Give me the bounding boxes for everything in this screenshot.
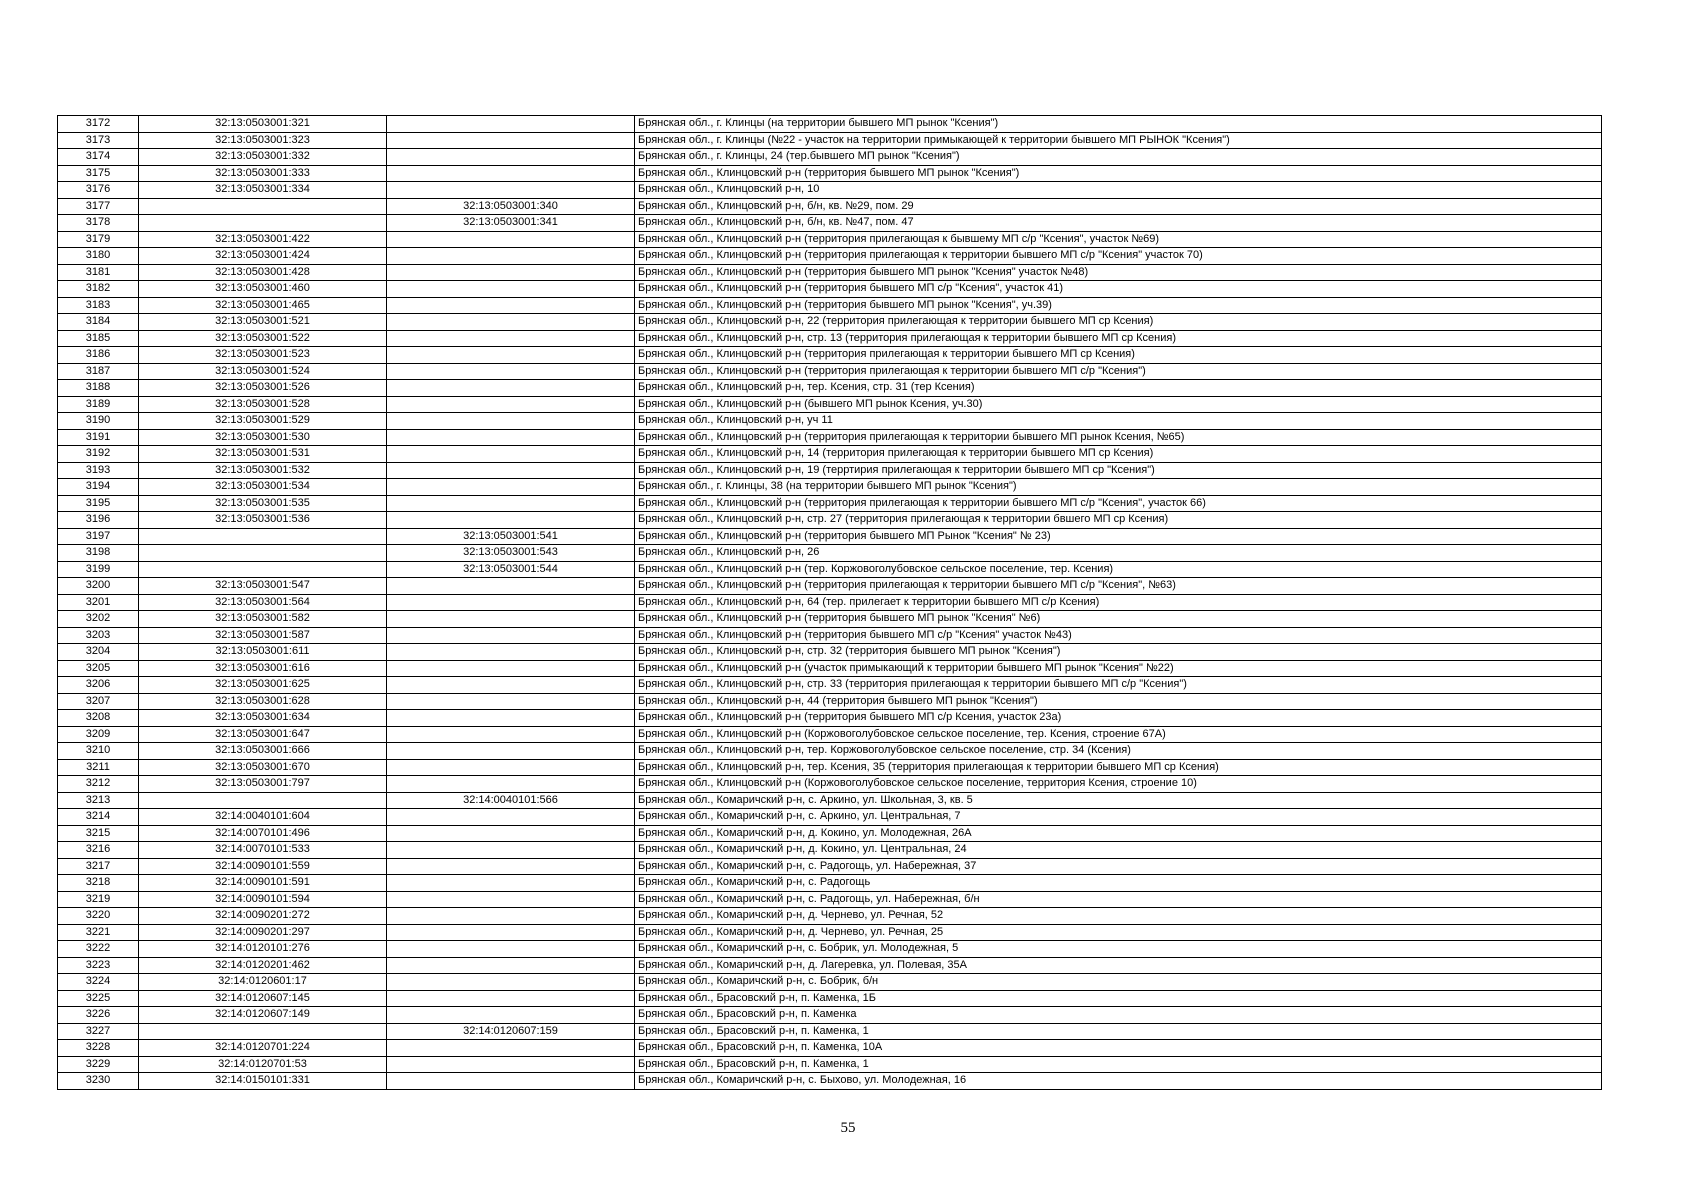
address-cell: Брянская обл., г. Клинцы (на территории бывшего МП рынок "Ксения") [635, 116, 1602, 133]
address-cell: Брянская обл., Брасовский р-н, п. Каменка [635, 1007, 1602, 1024]
address-cell: Брянская обл., Комаричский р-н, д. Чернево, ул. Речная, 52 [635, 908, 1602, 925]
row-number-cell: 3200 [58, 578, 139, 595]
row-number-cell: 3185 [58, 330, 139, 347]
table-row [58, 759, 1602, 776]
address-cell: Брянская обл., Комаричский р-н, д. Кокино, ул. Центральная, 24 [635, 842, 1602, 859]
cadastral-number-cell: 32:13:0503001:582 [139, 611, 387, 628]
cadastral-number-alt-cell: 32:13:0503001:541 [387, 528, 635, 545]
cadastral-number-cell [139, 1023, 387, 1040]
cadastral-number-cell: 32:13:0503001:521 [139, 314, 387, 331]
address-cell: Брянская обл., Клинцовский р-н (территория прилегающая к территории бывшего МП с/р "Ксения" участок 70) [635, 248, 1602, 265]
cadastral-number-alt-cell [387, 396, 635, 413]
cadastral-number-cell: 32:14:0070101:496 [139, 825, 387, 842]
cadastral-number-alt-cell [387, 891, 635, 908]
cadastral-number-alt-cell [387, 512, 635, 529]
row-number-cell: 3207 [58, 693, 139, 710]
address-cell: Брянская обл., Клинцовский р-н (территория прилегающая к территории бывшего МП с/р "Ксения") [635, 363, 1602, 380]
table-row [58, 330, 1602, 347]
table-body [58, 116, 1602, 1090]
cadastral-number-alt-cell [387, 248, 635, 265]
table-row [58, 380, 1602, 397]
address-cell: Брянская обл., Клинцовский р-н, 64 (тер. прилегает к территории бывшего МП с/р Ксения) [635, 594, 1602, 611]
table-row [58, 495, 1602, 512]
cadastral-number-alt-cell [387, 297, 635, 314]
table-row [58, 941, 1602, 958]
cadastral-number-alt-cell [387, 908, 635, 925]
address-cell: Брянская обл., Клинцовский р-н, 19 (терртирия прилегающая к территории бывшего МП ср "Ксения") [635, 462, 1602, 479]
cadastral-number-cell: 32:13:0503001:670 [139, 759, 387, 776]
table-row [58, 644, 1602, 661]
row-number-cell: 3229 [58, 1056, 139, 1073]
cadastral-number-alt-cell [387, 627, 635, 644]
table-row [58, 429, 1602, 446]
cadastral-number-cell: 32:14:0120201:462 [139, 957, 387, 974]
address-cell: Брянская обл., Клинцовский р-н (территория бывшего МП с/р Ксения, участок 23а) [635, 710, 1602, 727]
cadastral-number-alt-cell [387, 611, 635, 628]
cadastral-number-cell [139, 528, 387, 545]
address-cell: Брянская обл., Клинцовский р-н (территория бывшего МП рынок "Ксения", уч.39) [635, 297, 1602, 314]
data-table [57, 115, 1602, 1090]
cadastral-number-cell: 32:13:0503001:526 [139, 380, 387, 397]
row-number-cell: 3188 [58, 380, 139, 397]
cadastral-number-alt-cell [387, 462, 635, 479]
table-row [58, 363, 1602, 380]
table-row [58, 1073, 1602, 1090]
table-row [58, 776, 1602, 793]
cadastral-number-alt-cell [387, 809, 635, 826]
row-number-cell: 3183 [58, 297, 139, 314]
table-row [58, 165, 1602, 182]
table-row [58, 297, 1602, 314]
table-row [58, 611, 1602, 628]
table-row [58, 561, 1602, 578]
cadastral-number-cell: 32:13:0503001:536 [139, 512, 387, 529]
row-number-cell: 3178 [58, 215, 139, 232]
cadastral-number-alt-cell [387, 429, 635, 446]
address-cell: Брянская обл., Комаричский р-н, с. Аркино, ул. Центральная, 7 [635, 809, 1602, 826]
table-row [58, 726, 1602, 743]
address-cell: Брянская обл., Клинцовский р-н, 44 (территория бывшего МП рынок "Ксения") [635, 693, 1602, 710]
address-cell: Брянская обл., Клинцовский р-н (территория бывшего МП рынок "Ксения") [635, 165, 1602, 182]
cadastral-number-alt-cell [387, 446, 635, 463]
table-row [58, 528, 1602, 545]
row-number-cell: 3179 [58, 231, 139, 248]
address-cell: Брянская обл., г. Клинцы (№22 - участок на территории примыкающей к территории бывшего МП РЫНОК "Ксения") [635, 132, 1602, 149]
address-cell: Брянская обл., Комаричский р-н, с. Аркино, ул. Школьная, 3, кв. 5 [635, 792, 1602, 809]
row-number-cell: 3214 [58, 809, 139, 826]
address-cell: Брянская обл., Клинцовский р-н, тер. Коржовоголубовское сельское поселение, стр. 34 (Ксения) [635, 743, 1602, 760]
table-row [58, 875, 1602, 892]
cadastral-number-cell [139, 215, 387, 232]
cadastral-number-alt-cell [387, 957, 635, 974]
cadastral-number-cell: 32:14:0090201:297 [139, 924, 387, 941]
table-row [58, 809, 1602, 826]
cadastral-number-cell: 32:13:0503001:424 [139, 248, 387, 265]
cadastral-number-alt-cell: 32:14:0120607:159 [387, 1023, 635, 1040]
cadastral-number-cell: 32:13:0503001:625 [139, 677, 387, 694]
row-number-cell: 3182 [58, 281, 139, 298]
cadastral-number-cell: 32:13:0503001:530 [139, 429, 387, 446]
address-cell: Брянская обл., г. Клинцы, 38 (на территории бывшего МП рынок "Ксения") [635, 479, 1602, 496]
address-cell: Брянская обл., Комаричский р-н, с. Бобрик, б/н [635, 974, 1602, 991]
row-number-cell: 3215 [58, 825, 139, 842]
address-cell: Брянская обл., Комаричский р-н, с. Радогощь, ул. Набережная, б/н [635, 891, 1602, 908]
row-number-cell: 3227 [58, 1023, 139, 1040]
row-number-cell: 3186 [58, 347, 139, 364]
row-number-cell: 3205 [58, 660, 139, 677]
address-cell: Брянская обл., Клинцовский р-н (территория бывшего МП Рынок "Ксения" № 23) [635, 528, 1602, 545]
cadastral-number-alt-cell [387, 644, 635, 661]
cadastral-number-cell: 32:13:0503001:529 [139, 413, 387, 430]
table-row [58, 413, 1602, 430]
row-number-cell: 3196 [58, 512, 139, 529]
page-number: 55 [840, 1120, 856, 1136]
table-row [58, 545, 1602, 562]
row-number-cell: 3195 [58, 495, 139, 512]
cadastral-number-cell [139, 198, 387, 215]
cadastral-number-cell: 32:13:0503001:465 [139, 297, 387, 314]
table-row [58, 974, 1602, 991]
row-number-cell: 3180 [58, 248, 139, 265]
table-row [58, 594, 1602, 611]
cadastral-number-cell: 32:13:0503001:666 [139, 743, 387, 760]
address-cell: Брянская обл., Клинцовский р-н, стр. 33 (территория прилегающая к территории бывшего МП с/р "Ксения") [635, 677, 1602, 694]
cadastral-number-cell: 32:14:0120701:224 [139, 1040, 387, 1057]
row-number-cell: 3208 [58, 710, 139, 727]
cadastral-number-cell: 32:13:0503001:333 [139, 165, 387, 182]
table-row [58, 1040, 1602, 1057]
address-cell: Брянская обл., Клинцовский р-н, 22 (территория прилегающая к территории бывшего МП ср Ксения) [635, 314, 1602, 331]
address-cell: Брянская обл., Клинцовский р-н, стр. 13 (территория прилегающая к территории бывшего МП ср Ксения) [635, 330, 1602, 347]
address-cell: Брянская обл., Клинцовский р-н, 10 [635, 182, 1602, 199]
address-cell: Брянская обл., Клинцовский р-н (территория прилегающая к территории бывшего МП рынок Ксения, №65) [635, 429, 1602, 446]
address-cell: Брянская обл., Клинцовский р-н, тер. Ксения, стр. 31 (тер Ксения) [635, 380, 1602, 397]
row-number-cell: 3230 [58, 1073, 139, 1090]
cadastral-number-cell: 32:13:0503001:547 [139, 578, 387, 595]
cadastral-number-alt-cell [387, 677, 635, 694]
row-number-cell: 3172 [58, 116, 139, 133]
cadastral-number-cell: 32:13:0503001:524 [139, 363, 387, 380]
table-row [58, 182, 1602, 199]
cadastral-number-alt-cell: 32:14:0040101:566 [387, 792, 635, 809]
cadastral-number-alt-cell [387, 578, 635, 595]
table-row [58, 743, 1602, 760]
row-number-cell: 3204 [58, 644, 139, 661]
row-number-cell: 3175 [58, 165, 139, 182]
address-cell: Брянская обл., Клинцовский р-н (территория бывшего МП рынок "Ксения" №6) [635, 611, 1602, 628]
row-number-cell: 3216 [58, 842, 139, 859]
address-cell: Брянская обл., Клинцовский р-н, стр. 32 (территория бывшего МП рынок "Ксения") [635, 644, 1602, 661]
row-number-cell: 3184 [58, 314, 139, 331]
row-number-cell: 3187 [58, 363, 139, 380]
address-cell: Брянская обл., Комаричский р-н, д. Чернево, ул. Речная, 25 [635, 924, 1602, 941]
table-row [58, 924, 1602, 941]
table-row [58, 660, 1602, 677]
cadastral-number-cell: 32:13:0503001:422 [139, 231, 387, 248]
table-row [58, 198, 1602, 215]
cadastral-number-alt-cell [387, 165, 635, 182]
row-number-cell: 3181 [58, 264, 139, 281]
cadastral-number-alt-cell [387, 330, 635, 347]
cadastral-number-alt-cell [387, 875, 635, 892]
cadastral-number-alt-cell [387, 1040, 635, 1057]
cadastral-number-cell: 32:14:0090201:272 [139, 908, 387, 925]
row-number-cell: 3222 [58, 941, 139, 958]
cadastral-number-alt-cell [387, 314, 635, 331]
row-number-cell: 3197 [58, 528, 139, 545]
cadastral-number-alt-cell [387, 149, 635, 166]
address-cell: Брянская обл., Клинцовский р-н, 26 [635, 545, 1602, 562]
table-row [58, 446, 1602, 463]
row-number-cell: 3174 [58, 149, 139, 166]
cadastral-number-cell: 32:14:0040101:604 [139, 809, 387, 826]
table-row [58, 578, 1602, 595]
row-number-cell: 3176 [58, 182, 139, 199]
table-row [58, 479, 1602, 496]
address-cell: Брянская обл., г. Клинцы, 24 (тер.бывшего МП рынок "Ксения") [635, 149, 1602, 166]
row-number-cell: 3194 [58, 479, 139, 496]
cadastral-number-alt-cell [387, 231, 635, 248]
table-row [58, 396, 1602, 413]
cadastral-number-alt-cell [387, 182, 635, 199]
table-row [58, 215, 1602, 232]
cadastral-number-alt-cell [387, 710, 635, 727]
address-cell: Брянская обл., Комаричский р-н, с. Радогощь, ул. Набережная, 37 [635, 858, 1602, 875]
cadastral-number-cell: 32:14:0090101:559 [139, 858, 387, 875]
cadastral-number-alt-cell [387, 825, 635, 842]
cadastral-number-alt-cell [387, 842, 635, 859]
cadastral-number-cell: 32:14:0120101:276 [139, 941, 387, 958]
table-row [58, 264, 1602, 281]
cadastral-number-cell: 32:13:0503001:321 [139, 116, 387, 133]
cadastral-number-alt-cell [387, 941, 635, 958]
table-row [58, 248, 1602, 265]
cadastral-number-cell: 32:13:0503001:332 [139, 149, 387, 166]
cadastral-number-cell: 32:13:0503001:564 [139, 594, 387, 611]
cadastral-number-alt-cell [387, 1007, 635, 1024]
cadastral-number-cell: 32:13:0503001:616 [139, 660, 387, 677]
table-row [58, 957, 1602, 974]
row-number-cell: 3173 [58, 132, 139, 149]
row-number-cell: 3210 [58, 743, 139, 760]
row-number-cell: 3189 [58, 396, 139, 413]
table-row [58, 858, 1602, 875]
cadastral-number-alt-cell [387, 116, 635, 133]
address-cell: Брянская обл., Клинцовский р-н, 14 (территория прилегающая к территории бывшего МП ср Ксения) [635, 446, 1602, 463]
row-number-cell: 3219 [58, 891, 139, 908]
cadastral-number-cell [139, 792, 387, 809]
cadastral-number-cell [139, 545, 387, 562]
table-row [58, 908, 1602, 925]
table-row [58, 149, 1602, 166]
table-row [58, 1023, 1602, 1040]
table-row [58, 231, 1602, 248]
table-row [58, 627, 1602, 644]
table-row [58, 842, 1602, 859]
row-number-cell: 3213 [58, 792, 139, 809]
cadastral-number-alt-cell [387, 726, 635, 743]
cadastral-number-cell: 32:14:0120701:53 [139, 1056, 387, 1073]
cadastral-number-alt-cell: 32:13:0503001:543 [387, 545, 635, 562]
cadastral-number-alt-cell [387, 479, 635, 496]
row-number-cell: 3201 [58, 594, 139, 611]
cadastral-number-alt-cell [387, 974, 635, 991]
cadastral-number-cell: 32:13:0503001:634 [139, 710, 387, 727]
address-cell: Брянская обл., Клинцовский р-н, стр. 27 (территория прилегающая к территории бвшего МП ср Ксения) [635, 512, 1602, 529]
cadastral-number-alt-cell [387, 594, 635, 611]
cadastral-number-alt-cell [387, 264, 635, 281]
address-cell: Брянская обл., Клинцовский р-н (Коржовоголубовское сельское поселение, территория Ксения, строение 10) [635, 776, 1602, 793]
cadastral-number-cell: 32:13:0503001:523 [139, 347, 387, 364]
row-number-cell: 3209 [58, 726, 139, 743]
table-row [58, 710, 1602, 727]
row-number-cell: 3225 [58, 990, 139, 1007]
address-cell: Брянская обл., Клинцовский р-н (территория бывшего МП с/р "Ксения", участок 41) [635, 281, 1602, 298]
cadastral-number-cell: 32:14:0120601:17 [139, 974, 387, 991]
cadastral-number-cell: 32:13:0503001:532 [139, 462, 387, 479]
row-number-cell: 3217 [58, 858, 139, 875]
cadastral-number-alt-cell [387, 413, 635, 430]
row-number-cell: 3203 [58, 627, 139, 644]
cadastral-number-alt-cell [387, 660, 635, 677]
table-row [58, 891, 1602, 908]
table-row [58, 132, 1602, 149]
cadastral-number-alt-cell [387, 363, 635, 380]
address-cell: Брянская обл., Клинцовский р-н (участок примыкающий к территории бывшего МП рынок "Ксения" №22) [635, 660, 1602, 677]
row-number-cell: 3220 [58, 908, 139, 925]
cadastral-number-cell: 32:13:0503001:611 [139, 644, 387, 661]
cadastral-number-alt-cell [387, 743, 635, 760]
row-number-cell: 3191 [58, 429, 139, 446]
address-cell: Брянская обл., Клинцовский р-н, тер. Ксения, 35 (территория прилегающая к территории бывшего МП ср Ксения) [635, 759, 1602, 776]
cadastral-number-alt-cell [387, 776, 635, 793]
address-cell: Брянская обл., Комаричский р-н, с. Бобрик, ул. Молодежная, 5 [635, 941, 1602, 958]
row-number-cell: 3177 [58, 198, 139, 215]
row-number-cell: 3211 [58, 759, 139, 776]
cadastral-number-alt-cell [387, 693, 635, 710]
address-cell: Брянская обл., Комаричский р-н, с. Радогощь [635, 875, 1602, 892]
cadastral-number-cell: 32:13:0503001:531 [139, 446, 387, 463]
row-number-cell: 3212 [58, 776, 139, 793]
cadastral-number-cell [139, 561, 387, 578]
address-cell: Брянская обл., Клинцовский р-н (территория прилегающая к территории бывшего МП с/р "Ксения", №63) [635, 578, 1602, 595]
table-row [58, 116, 1602, 133]
cadastral-number-alt-cell [387, 347, 635, 364]
table-row [58, 693, 1602, 710]
table-row [58, 825, 1602, 842]
row-number-cell: 3218 [58, 875, 139, 892]
cadastral-number-alt-cell: 32:13:0503001:340 [387, 198, 635, 215]
row-number-cell: 3192 [58, 446, 139, 463]
address-cell: Брянская обл., Клинцовский р-н (территория бывшего МП рынок "Ксения" участок №48) [635, 264, 1602, 281]
address-cell: Брянская обл., Комаричский р-н, с. Быхово, ул. Молодежная, 16 [635, 1073, 1602, 1090]
cadastral-number-cell: 32:13:0503001:647 [139, 726, 387, 743]
cadastral-number-alt-cell [387, 1056, 635, 1073]
table-row [58, 462, 1602, 479]
row-number-cell: 3221 [58, 924, 139, 941]
cadastral-number-alt-cell [387, 495, 635, 512]
table-row [58, 990, 1602, 1007]
cadastral-number-alt-cell [387, 380, 635, 397]
table-row [58, 677, 1602, 694]
address-cell: Брянская обл., Клинцовский р-н (территория прилегающая к бывшему МП с/р "Ксения", участок №69) [635, 231, 1602, 248]
address-cell: Брянская обл., Комаричский р-н, д. Лагеревка, ул. Полевая, 35А [635, 957, 1602, 974]
cadastral-number-alt-cell [387, 990, 635, 1007]
cadastral-number-cell: 32:13:0503001:428 [139, 264, 387, 281]
row-number-cell: 3206 [58, 677, 139, 694]
row-number-cell: 3226 [58, 1007, 139, 1024]
cadastral-number-alt-cell [387, 132, 635, 149]
cadastral-number-alt-cell: 32:13:0503001:341 [387, 215, 635, 232]
table-row [58, 281, 1602, 298]
cadastral-number-alt-cell [387, 858, 635, 875]
cadastral-number-alt-cell: 32:13:0503001:544 [387, 561, 635, 578]
address-cell: Брянская обл., Клинцовский р-н (тер. Коржовоголубовское сельское поселение, тер. Ксения) [635, 561, 1602, 578]
address-cell: Брянская обл., Комаричский р-н, д. Кокино, ул. Молодежная, 26А [635, 825, 1602, 842]
cadastral-number-cell: 32:13:0503001:334 [139, 182, 387, 199]
address-cell: Брянская обл., Клинцовский р-н (территория бывшего МП с/р "Ксения" участок №43) [635, 627, 1602, 644]
table-row [58, 347, 1602, 364]
cadastral-number-cell: 32:13:0503001:628 [139, 693, 387, 710]
cadastral-number-cell: 32:13:0503001:522 [139, 330, 387, 347]
address-cell: Брянская обл., Клинцовский р-н (бывшего МП рынок Ксения, уч.30) [635, 396, 1602, 413]
cadastral-number-cell: 32:14:0090101:591 [139, 875, 387, 892]
cadastral-number-cell: 32:13:0503001:587 [139, 627, 387, 644]
address-cell: Брянская обл., Брасовский р-н, п. Каменка, 10А [635, 1040, 1602, 1057]
cadastral-number-cell: 32:13:0503001:528 [139, 396, 387, 413]
address-cell: Брянская обл., Брасовский р-н, п. Каменка, 1Б [635, 990, 1602, 1007]
row-number-cell: 3223 [58, 957, 139, 974]
cadastral-number-cell: 32:14:0120607:149 [139, 1007, 387, 1024]
row-number-cell: 3190 [58, 413, 139, 430]
cadastral-number-cell: 32:13:0503001:460 [139, 281, 387, 298]
row-number-cell: 3224 [58, 974, 139, 991]
table-row [58, 1007, 1602, 1024]
address-cell: Брянская обл., Брасовский р-н, п. Каменка, 1 [635, 1056, 1602, 1073]
address-cell: Брянская обл., Брасовский р-н, п. Каменка, 1 [635, 1023, 1602, 1040]
cadastral-number-cell: 32:13:0503001:797 [139, 776, 387, 793]
cadastral-number-alt-cell [387, 924, 635, 941]
address-cell: Брянская обл., Клинцовский р-н (территория прилегающая к территории бывшего МП ср Ксения) [635, 347, 1602, 364]
row-number-cell: 3199 [58, 561, 139, 578]
row-number-cell: 3193 [58, 462, 139, 479]
cadastral-number-cell: 32:14:0150101:331 [139, 1073, 387, 1090]
table-row [58, 314, 1602, 331]
cadastral-number-alt-cell [387, 1073, 635, 1090]
cadastral-number-alt-cell [387, 281, 635, 298]
cadastral-number-cell: 32:13:0503001:534 [139, 479, 387, 496]
table-row [58, 792, 1602, 809]
row-number-cell: 3202 [58, 611, 139, 628]
address-cell: Брянская обл., Клинцовский р-н, б/н, кв. №29, пом. 29 [635, 198, 1602, 215]
table-row [58, 1056, 1602, 1073]
cadastral-number-cell: 32:14:0120607:145 [139, 990, 387, 1007]
table-row [58, 512, 1602, 529]
row-number-cell: 3228 [58, 1040, 139, 1057]
address-cell: Брянская обл., Клинцовский р-н (территория прилегающая к территории бывшего МП с/р "Ксения", участок 66) [635, 495, 1602, 512]
address-cell: Брянская обл., Клинцовский р-н, уч 11 [635, 413, 1602, 430]
address-cell: Брянская обл., Клинцовский р-н, б/н, кв. №47, пом. 47 [635, 215, 1602, 232]
cadastral-number-cell: 32:13:0503001:323 [139, 132, 387, 149]
cadastral-number-alt-cell [387, 759, 635, 776]
row-number-cell: 3198 [58, 545, 139, 562]
cadastral-number-cell: 32:14:0090101:594 [139, 891, 387, 908]
cadastral-number-cell: 32:14:0070101:533 [139, 842, 387, 859]
address-cell: Брянская обл., Клинцовский р-н (Коржовоголубовское сельское поселение, тер. Ксения, строение 67А) [635, 726, 1602, 743]
cadastral-number-cell: 32:13:0503001:535 [139, 495, 387, 512]
